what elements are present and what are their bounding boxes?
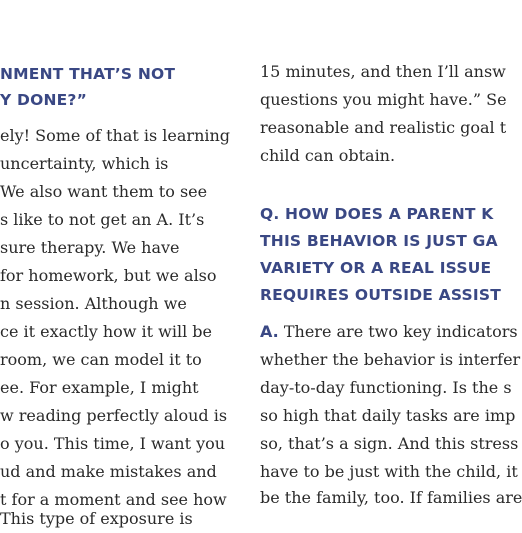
answer-text-line: for homework, but we also [0, 266, 217, 285]
answer-text-line: ee. For example, I might [0, 378, 199, 397]
answer-text-line: s like to not get an A. It’s [0, 210, 205, 229]
answer-text-line: n session. Although we [0, 294, 187, 313]
answer-text-line: whether the behavior is interfer [260, 350, 521, 369]
answer-text-line: o you. This time, I want you [0, 434, 226, 453]
right-column [260, 0, 522, 512]
question-heading-line: VARIETY OR A REAL ISSUE [260, 259, 492, 277]
answer-text-line: ud and make mistakes and [0, 462, 217, 481]
answer-text: There are two key indicators [278, 322, 518, 341]
answer-text-line-cut: This type of exposure is [0, 509, 193, 528]
question-heading-line: Q. HOW DOES A PARENT K [260, 205, 494, 223]
answer-text-line: t for a moment and see how [0, 490, 227, 509]
answer-text-line: have to be just with the child, it [260, 462, 518, 481]
left-column [0, 0, 232, 528]
answer-text-line: We also want them to see [0, 182, 208, 201]
paragraph-line: child can obtain. [260, 146, 396, 165]
paragraph-line: 15 minutes, and then I’ll answ [260, 62, 506, 81]
answer-text-line: ce it exactly how it will be [0, 322, 213, 341]
answer-text-line: sure therapy. We have [0, 238, 180, 257]
answer-text-line: ely! Some of that is learning [0, 126, 231, 145]
question-heading-line: REQUIRES OUTSIDE ASSIST [260, 286, 501, 304]
answer-text-line: so high that daily tasks are imp [260, 406, 516, 425]
answer-text-line: so, that’s a sign. And this stress [260, 434, 519, 453]
paragraph-line: questions you might have.” Se [260, 90, 507, 109]
answer-text-line: be the family, too. If families are [260, 488, 522, 507]
answer-text-line: w reading perfectly aloud is [0, 406, 228, 425]
answer-marker: A. [260, 322, 279, 341]
answer-text-line: day-to-day functioning. Is the s [260, 378, 512, 397]
answer-text-line: uncertainty, which is [0, 154, 169, 173]
question-heading-line: THIS BEHAVIOR IS JUST GA [260, 232, 498, 250]
paragraph-line: reasonable and realistic goal t [260, 118, 507, 137]
question-heading-line: Y DONE?” [0, 91, 88, 109]
answer-text-line: room, we can model it to [0, 350, 202, 369]
answer-first-line [260, 318, 518, 346]
question-heading-line: NMENT THAT’S NOT [0, 65, 176, 83]
